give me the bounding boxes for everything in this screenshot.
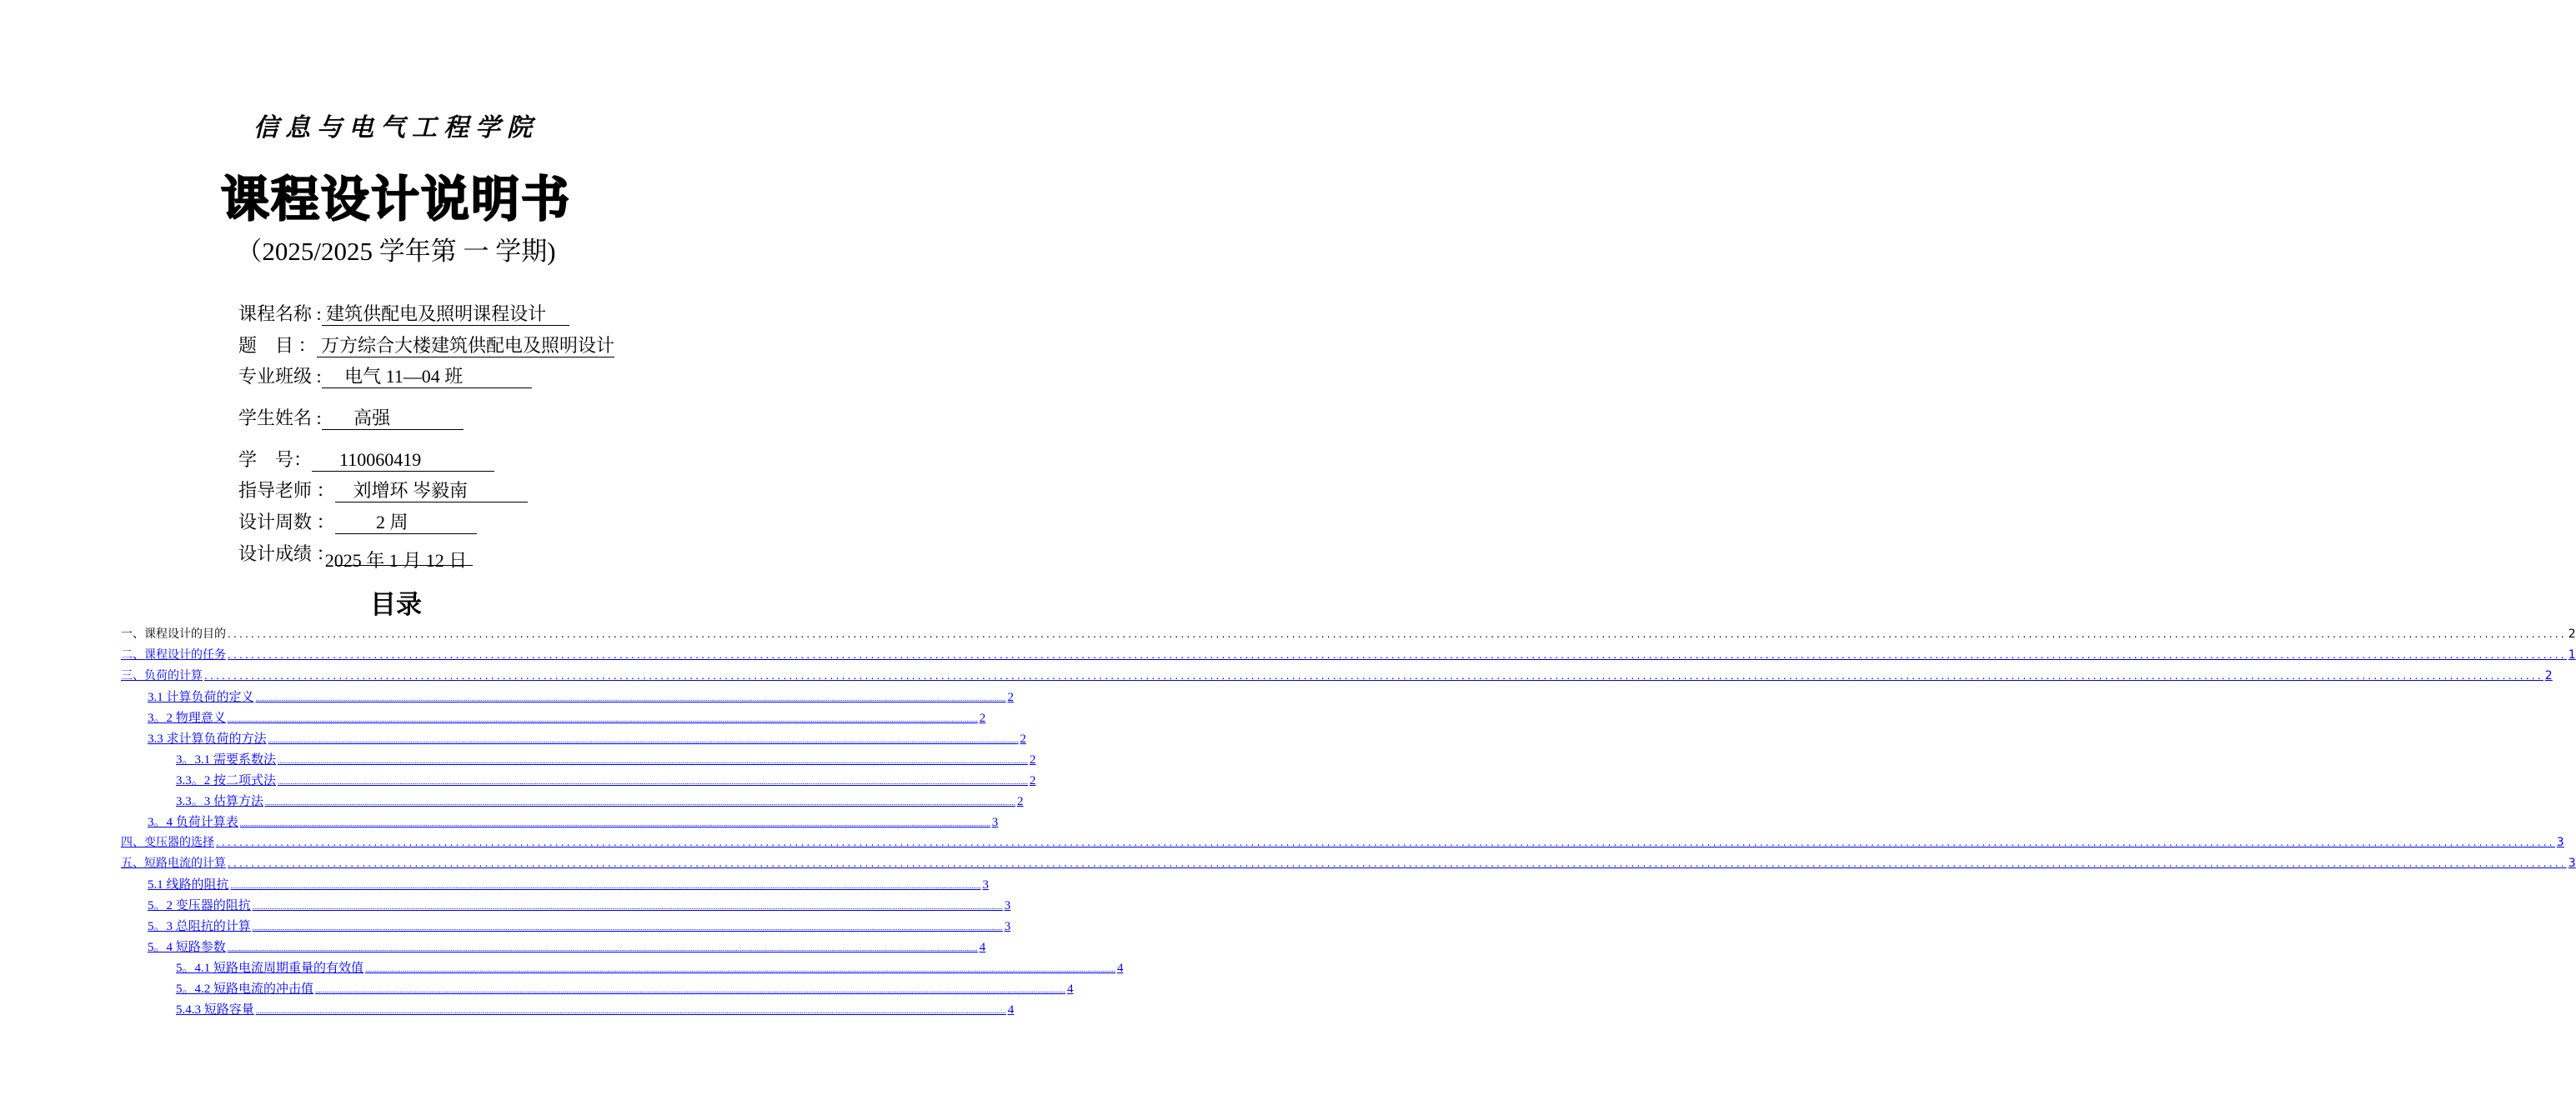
toc-entry-title: 四、变压器的选择 xyxy=(121,836,214,849)
toc-leader-dots: ................................................................................................................................................................................................................................................................................................................................................................................................................ xyxy=(227,715,978,723)
info-label: 专业班级 : xyxy=(238,366,322,387)
toc-entry[interactable] xyxy=(148,729,1027,746)
toc-entry-page: 4 xyxy=(1067,982,1074,996)
toc-entry-title: 3.3 求计算负荷的方法 xyxy=(148,732,267,746)
toc-entry-title: 5。4.2 短路电流的冲击值 xyxy=(176,982,314,996)
toc-leader-dots: ................................................................................................................................................................................................................................................................................................................................................................................................................ xyxy=(239,819,990,828)
toc-leader-dots: ................................................................................................................................................................................................................................................................................................................................................................................................................ xyxy=(216,837,2555,848)
toc-entry-page: 3 xyxy=(1004,899,1011,912)
toc-entry[interactable] xyxy=(148,917,1011,933)
info-value: 刘增环 岑毅南 xyxy=(334,480,528,501)
info-value: 电气 11—04 班 xyxy=(321,366,532,387)
toc-entry-page: 3 xyxy=(2556,836,2564,849)
toc-entry-title: 5。2 变压器的阻抗 xyxy=(148,899,251,912)
toc-entry[interactable] xyxy=(176,750,1036,767)
toc-entry-title: 一、课程设计的目的 xyxy=(121,628,226,641)
toc-entry-page: 3 xyxy=(1004,920,1011,933)
toc-entry-page: 2 xyxy=(1030,774,1036,788)
toc-entry-title: 3。4 负荷计算表 xyxy=(148,816,238,829)
toc-entry[interactable] xyxy=(176,958,1124,975)
toc-entry-page: 2 xyxy=(1030,753,1036,767)
toc-entry-page: 2 xyxy=(2568,628,2576,641)
toc-entry[interactable] xyxy=(148,896,1011,912)
toc-entry-title: 5.1 线路的阻抗 xyxy=(148,878,229,892)
toc-entry-title: 3.3。2 按二项式法 xyxy=(176,774,277,788)
info-value: 2 周 xyxy=(334,512,478,532)
toc-entry-page: 4 xyxy=(979,941,986,954)
toc-entry[interactable] xyxy=(148,708,986,725)
info-label: 学 号： xyxy=(238,449,313,470)
toc-title: 目录 xyxy=(370,590,422,620)
toc-entry-title: 三、负荷的计算 xyxy=(121,669,203,682)
info-label: 指导老师 ： xyxy=(238,480,335,501)
toc-entry[interactable] xyxy=(148,812,999,829)
toc-leader-dots: ................................................................................................................................................................................................................................................................................................................................................................................................................ xyxy=(278,778,1029,786)
toc-entry[interactable] xyxy=(176,1000,1015,1017)
toc-entry[interactable] xyxy=(176,979,1074,996)
toc-entry-title: 3。3.1 需要系数法 xyxy=(176,753,277,767)
toc-entry[interactable] xyxy=(148,688,1015,704)
toc-entry-page: 4 xyxy=(1007,1003,1015,1017)
toc-leader-dots: ................................................................................................................................................................................................................................................................................................................................................................................................................ xyxy=(230,882,981,890)
toc-entry[interactable] xyxy=(176,771,1036,788)
toc-entry-page: 3 xyxy=(2568,857,2576,870)
toc-leader-dots: ................................................................................................................................................................................................................................................................................................................................................................................................................ xyxy=(365,965,1116,973)
toc-entry-page: 1 xyxy=(2568,648,2576,662)
toc-leader-dots: ................................................................................................................................................................................................................................................................................................................................................................................................................ xyxy=(255,1007,1006,1015)
toc-leader-dots: ................................................................................................................................................................................................................................................................................................................................................................................................................ xyxy=(228,628,2567,640)
toc-entry[interactable] xyxy=(121,646,2576,662)
info-value: 建筑供配电及照明课程设计 xyxy=(321,303,569,324)
toc-entry-title: 5.4.3 短路容量 xyxy=(176,1003,254,1017)
toc-entry xyxy=(121,625,2576,642)
toc-leader-dots: ................................................................................................................................................................................................................................................................................................................................................................................................................ xyxy=(268,736,1019,744)
toc-entry-title: 5。4.1 短路电流周期重量的有效值 xyxy=(176,962,364,975)
school-name: 信息与电气工程学院 xyxy=(253,113,539,142)
toc-leader-dots: ................................................................................................................................................................................................................................................................................................................................................................................................................ xyxy=(204,670,2543,682)
toc-entry-page: 2 xyxy=(2544,669,2553,682)
document-title: 课程设计说明书 xyxy=(220,171,571,228)
info-label: 题 目 ： xyxy=(238,335,317,356)
toc-entry-title: 五、短路电流的计算 xyxy=(121,857,226,870)
toc-entry-page: 4 xyxy=(1117,962,1124,975)
toc-entry-page: 3 xyxy=(982,878,990,892)
toc-leader-dots: ................................................................................................................................................................................................................................................................................................................................................................................................................ xyxy=(228,858,2567,869)
info-value: 110060419 xyxy=(312,449,495,470)
toc-entry-page: 2 xyxy=(1020,732,1027,746)
info-label: 设计周数 ： xyxy=(238,512,335,532)
toc-entry-page: 2 xyxy=(1007,691,1015,704)
toc-entry[interactable] xyxy=(148,938,986,954)
info-value: 万方综合大楼建筑供配电及照明设计 xyxy=(316,335,615,356)
toc-entry-title: 3.3。3 估算方法 xyxy=(176,795,264,808)
document-date: 2025 年 1 月 12 日 xyxy=(324,550,468,571)
toc-leader-dots: ................................................................................................................................................................................................................................................................................................................................................................................................................ xyxy=(252,902,1003,911)
info-value: 高强 xyxy=(321,408,464,428)
info-label: 设计成绩 ： xyxy=(238,543,335,564)
toc-entry-title: 5。3 总阻抗的计算 xyxy=(148,920,251,933)
toc-entry[interactable] xyxy=(121,854,2576,871)
academic-term: （2025/2025 学年第 一 学期) xyxy=(236,237,556,266)
toc-leader-dots: ................................................................................................................................................................................................................................................................................................................................................................................................................ xyxy=(315,986,1066,994)
toc-entry-title: 3。2 物理意义 xyxy=(148,712,226,725)
toc-entry[interactable] xyxy=(148,875,990,892)
toc-entry[interactable] xyxy=(176,792,1024,808)
toc-leader-dots: ................................................................................................................................................................................................................................................................................................................................................................................................................ xyxy=(252,923,1003,932)
toc-leader-dots: ................................................................................................................................................................................................................................................................................................................................................................................................................ xyxy=(255,694,1006,702)
toc-entry-page: 2 xyxy=(979,712,986,725)
info-label: 学生姓名 : xyxy=(238,408,322,428)
toc-entry-title: 3.1 计算负荷的定义 xyxy=(148,691,254,704)
toc-leader-dots: ................................................................................................................................................................................................................................................................................................................................................................................................................ xyxy=(278,757,1029,765)
toc-entry-title: 二、课程设计的任务 xyxy=(121,648,226,662)
toc-leader-dots: ................................................................................................................................................................................................................................................................................................................................................................................................................ xyxy=(265,798,1016,807)
toc-entry-title: 5。4 短路参数 xyxy=(148,941,226,954)
toc-entry-page: 2 xyxy=(1017,795,1024,808)
toc-entry-page: 3 xyxy=(991,816,999,829)
info-label: 课程名称 : xyxy=(238,303,322,324)
toc-entry[interactable] xyxy=(121,667,2553,683)
toc-leader-dots: ................................................................................................................................................................................................................................................................................................................................................................................................................ xyxy=(228,649,2567,661)
toc-entry[interactable] xyxy=(121,833,2564,850)
toc-leader-dots: ................................................................................................................................................................................................................................................................................................................................................................................................................ xyxy=(227,944,978,952)
